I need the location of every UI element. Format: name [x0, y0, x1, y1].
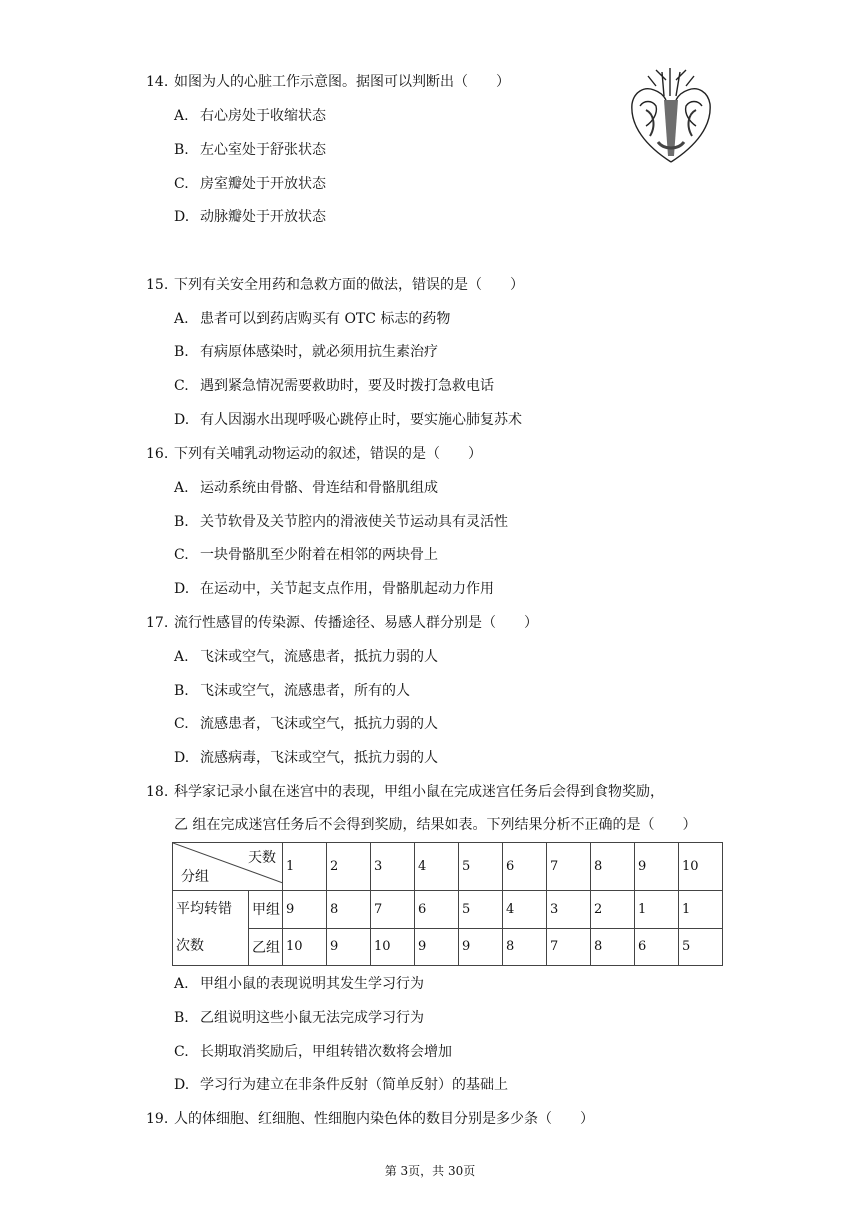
option-letter: B.	[174, 683, 189, 699]
header-group-label: 分组	[181, 869, 209, 885]
option-text: 飞沫或空气，流感患者，所有的人	[200, 683, 410, 699]
day-cell: 8	[591, 843, 635, 891]
question-number: 14.	[146, 74, 169, 90]
day-cell: 3	[371, 843, 415, 891]
option	[174, 140, 326, 160]
option-text: 有病原体感染时，就必须用抗生素治疗	[200, 344, 438, 360]
day-cell: 7	[547, 843, 591, 891]
option-text: 在运动中，关节起支点作用，骨骼肌起动力作用	[200, 581, 494, 597]
option-letter: C.	[174, 378, 189, 394]
option-text: 关节软骨及关节腔内的滑液使关节运动具有灵活性	[200, 514, 508, 530]
value-cell: 7	[371, 891, 415, 929]
option	[174, 647, 438, 667]
day-cell: 6	[503, 843, 547, 891]
value-cell: 10	[371, 928, 415, 966]
group-name-cell: 乙组	[249, 928, 283, 966]
question-number: 15.	[146, 277, 169, 293]
row-label-line1: 平均转错	[176, 901, 232, 917]
value-cell: 1	[635, 891, 679, 929]
value-cell: 1	[679, 891, 723, 929]
question-text: 流行性感冒的传染源、传播途径、易感人群分别是（ ）	[174, 615, 538, 631]
value-cell: 8	[327, 891, 371, 929]
option-letter: C.	[174, 176, 189, 192]
option-letter: A.	[174, 311, 189, 327]
value-cell: 9	[327, 928, 371, 966]
option	[174, 309, 450, 329]
option-text: 左心室处于舒张状态	[200, 142, 326, 158]
value-cell: 9	[415, 928, 459, 966]
option	[174, 410, 522, 430]
option	[174, 579, 494, 599]
option	[174, 376, 494, 396]
option	[174, 512, 508, 532]
question-number: 16.	[146, 446, 169, 462]
day-cell: 5	[459, 843, 503, 891]
value-cell: 5	[679, 928, 723, 966]
value-cell: 9	[459, 928, 503, 966]
day-cell: 2	[327, 843, 371, 891]
day-cell: 4	[415, 843, 459, 891]
value-cell: 6	[415, 891, 459, 929]
option-text: 运动系统由骨骼、骨连结和骨骼肌组成	[200, 480, 438, 496]
value-cell: 8	[503, 928, 547, 966]
option-text: 学习行为建立在非条件反射（简单反射）的基础上	[200, 1077, 508, 1093]
table-row	[173, 928, 723, 966]
option	[174, 714, 438, 734]
header-days-label: 天数	[248, 850, 276, 866]
option-letter: A.	[174, 976, 189, 992]
results-table	[172, 842, 723, 966]
option-letter: A.	[174, 108, 189, 124]
option-text: 乙组说明这些小鼠无法完成学习行为	[200, 1010, 424, 1026]
question-text: 人的体细胞、红细胞、性细胞内染色体的数目分别是多少条（ ）	[174, 1111, 594, 1127]
value-cell: 6	[635, 928, 679, 966]
option-text: 患者可以到药店购买有 OTC 标志的药物	[200, 311, 451, 327]
heart-diagram-image	[626, 66, 716, 164]
group-name-cell: 甲组	[249, 891, 283, 929]
value-cell: 9	[283, 891, 327, 929]
option-letter: C.	[174, 547, 189, 563]
option	[174, 207, 326, 227]
value-cell: 4	[503, 891, 547, 929]
option-letter: A.	[174, 649, 189, 665]
option-text: 流感病毒，飞沫或空气，抵抗力弱的人	[200, 750, 438, 766]
option-text: 飞沫或空气，流感患者，抵抗力弱的人	[200, 649, 438, 665]
day-cell: 10	[679, 843, 723, 891]
option-text: 动脉瓣处于开放状态	[200, 209, 326, 225]
value-cell: 5	[459, 891, 503, 929]
question-text: 下列有关哺乳动物运动的叙述，错误的是（ ）	[174, 446, 482, 462]
option-text: 长期取消奖励后，甲组转错次数将会增加	[200, 1044, 452, 1060]
option-text: 流感患者，飞沫或空气，抵抗力弱的人	[200, 716, 438, 732]
option	[174, 342, 438, 362]
option-letter: C.	[174, 716, 189, 732]
value-cell: 3	[547, 891, 591, 929]
question-number: 17.	[146, 615, 169, 631]
option	[174, 974, 424, 994]
option	[174, 1008, 424, 1028]
table-header-row	[173, 843, 723, 891]
value-cell: 7	[547, 928, 591, 966]
option-text: 遇到紧急情况需要救助时，要及时拨打急救电话	[200, 378, 494, 394]
option	[174, 1042, 452, 1062]
option-letter: D.	[174, 209, 190, 225]
option	[174, 748, 438, 768]
option-text: 右心房处于收缩状态	[200, 108, 326, 124]
option-text: 房室瓣处于开放状态	[200, 176, 326, 192]
option	[174, 1075, 508, 1095]
option-letter: B.	[174, 1010, 189, 1026]
value-cell: 10	[283, 928, 327, 966]
day-cell: 1	[283, 843, 327, 891]
option-letter: D.	[174, 750, 190, 766]
question-text: 科学家记录小鼠在迷宫中的表现，甲组小鼠在完成迷宫任务后会得到食物奖励，	[174, 784, 664, 800]
day-cell: 9	[635, 843, 679, 891]
option	[174, 174, 326, 194]
question-text-continued: 乙 组在完成迷宫任务后不会得到奖励，结果如表。下列结果分析不正确的是（ ）	[174, 817, 697, 833]
option-letter: B.	[174, 142, 189, 158]
option-letter: D.	[174, 581, 190, 597]
option-text: 一块骨骼肌至少附着在相邻的两块骨上	[200, 547, 438, 563]
option-letter: C.	[174, 1044, 189, 1060]
table-row	[173, 891, 723, 929]
row-label-line2: 次数	[176, 938, 204, 954]
option	[174, 106, 326, 126]
option-letter: A.	[174, 480, 189, 496]
option	[174, 681, 410, 701]
question-text: 如图为人的心脏工作示意图。据图可以判断出（ ）	[174, 74, 510, 90]
option-text: 有人因溺水出现呼吸心跳停止时，要实施心肺复苏术	[200, 412, 522, 428]
question-number: 19.	[146, 1111, 169, 1127]
option	[174, 545, 438, 565]
row-label-cell	[173, 891, 249, 966]
option-letter: B.	[174, 344, 189, 360]
diagonal-header-cell	[173, 843, 283, 891]
value-cell: 2	[591, 891, 635, 929]
option-text: 甲组小鼠的表现说明其发生学习行为	[200, 976, 424, 992]
option-letter: D.	[174, 1077, 190, 1093]
option-letter: B.	[174, 514, 189, 530]
option	[174, 478, 438, 498]
question-number: 18.	[146, 784, 169, 800]
page-footer: 第 3页，共 30页	[384, 1164, 476, 1178]
question-text: 下列有关安全用药和急救方面的做法，错误的是（ ）	[174, 277, 524, 293]
option-letter: D.	[174, 412, 190, 428]
value-cell: 8	[591, 928, 635, 966]
